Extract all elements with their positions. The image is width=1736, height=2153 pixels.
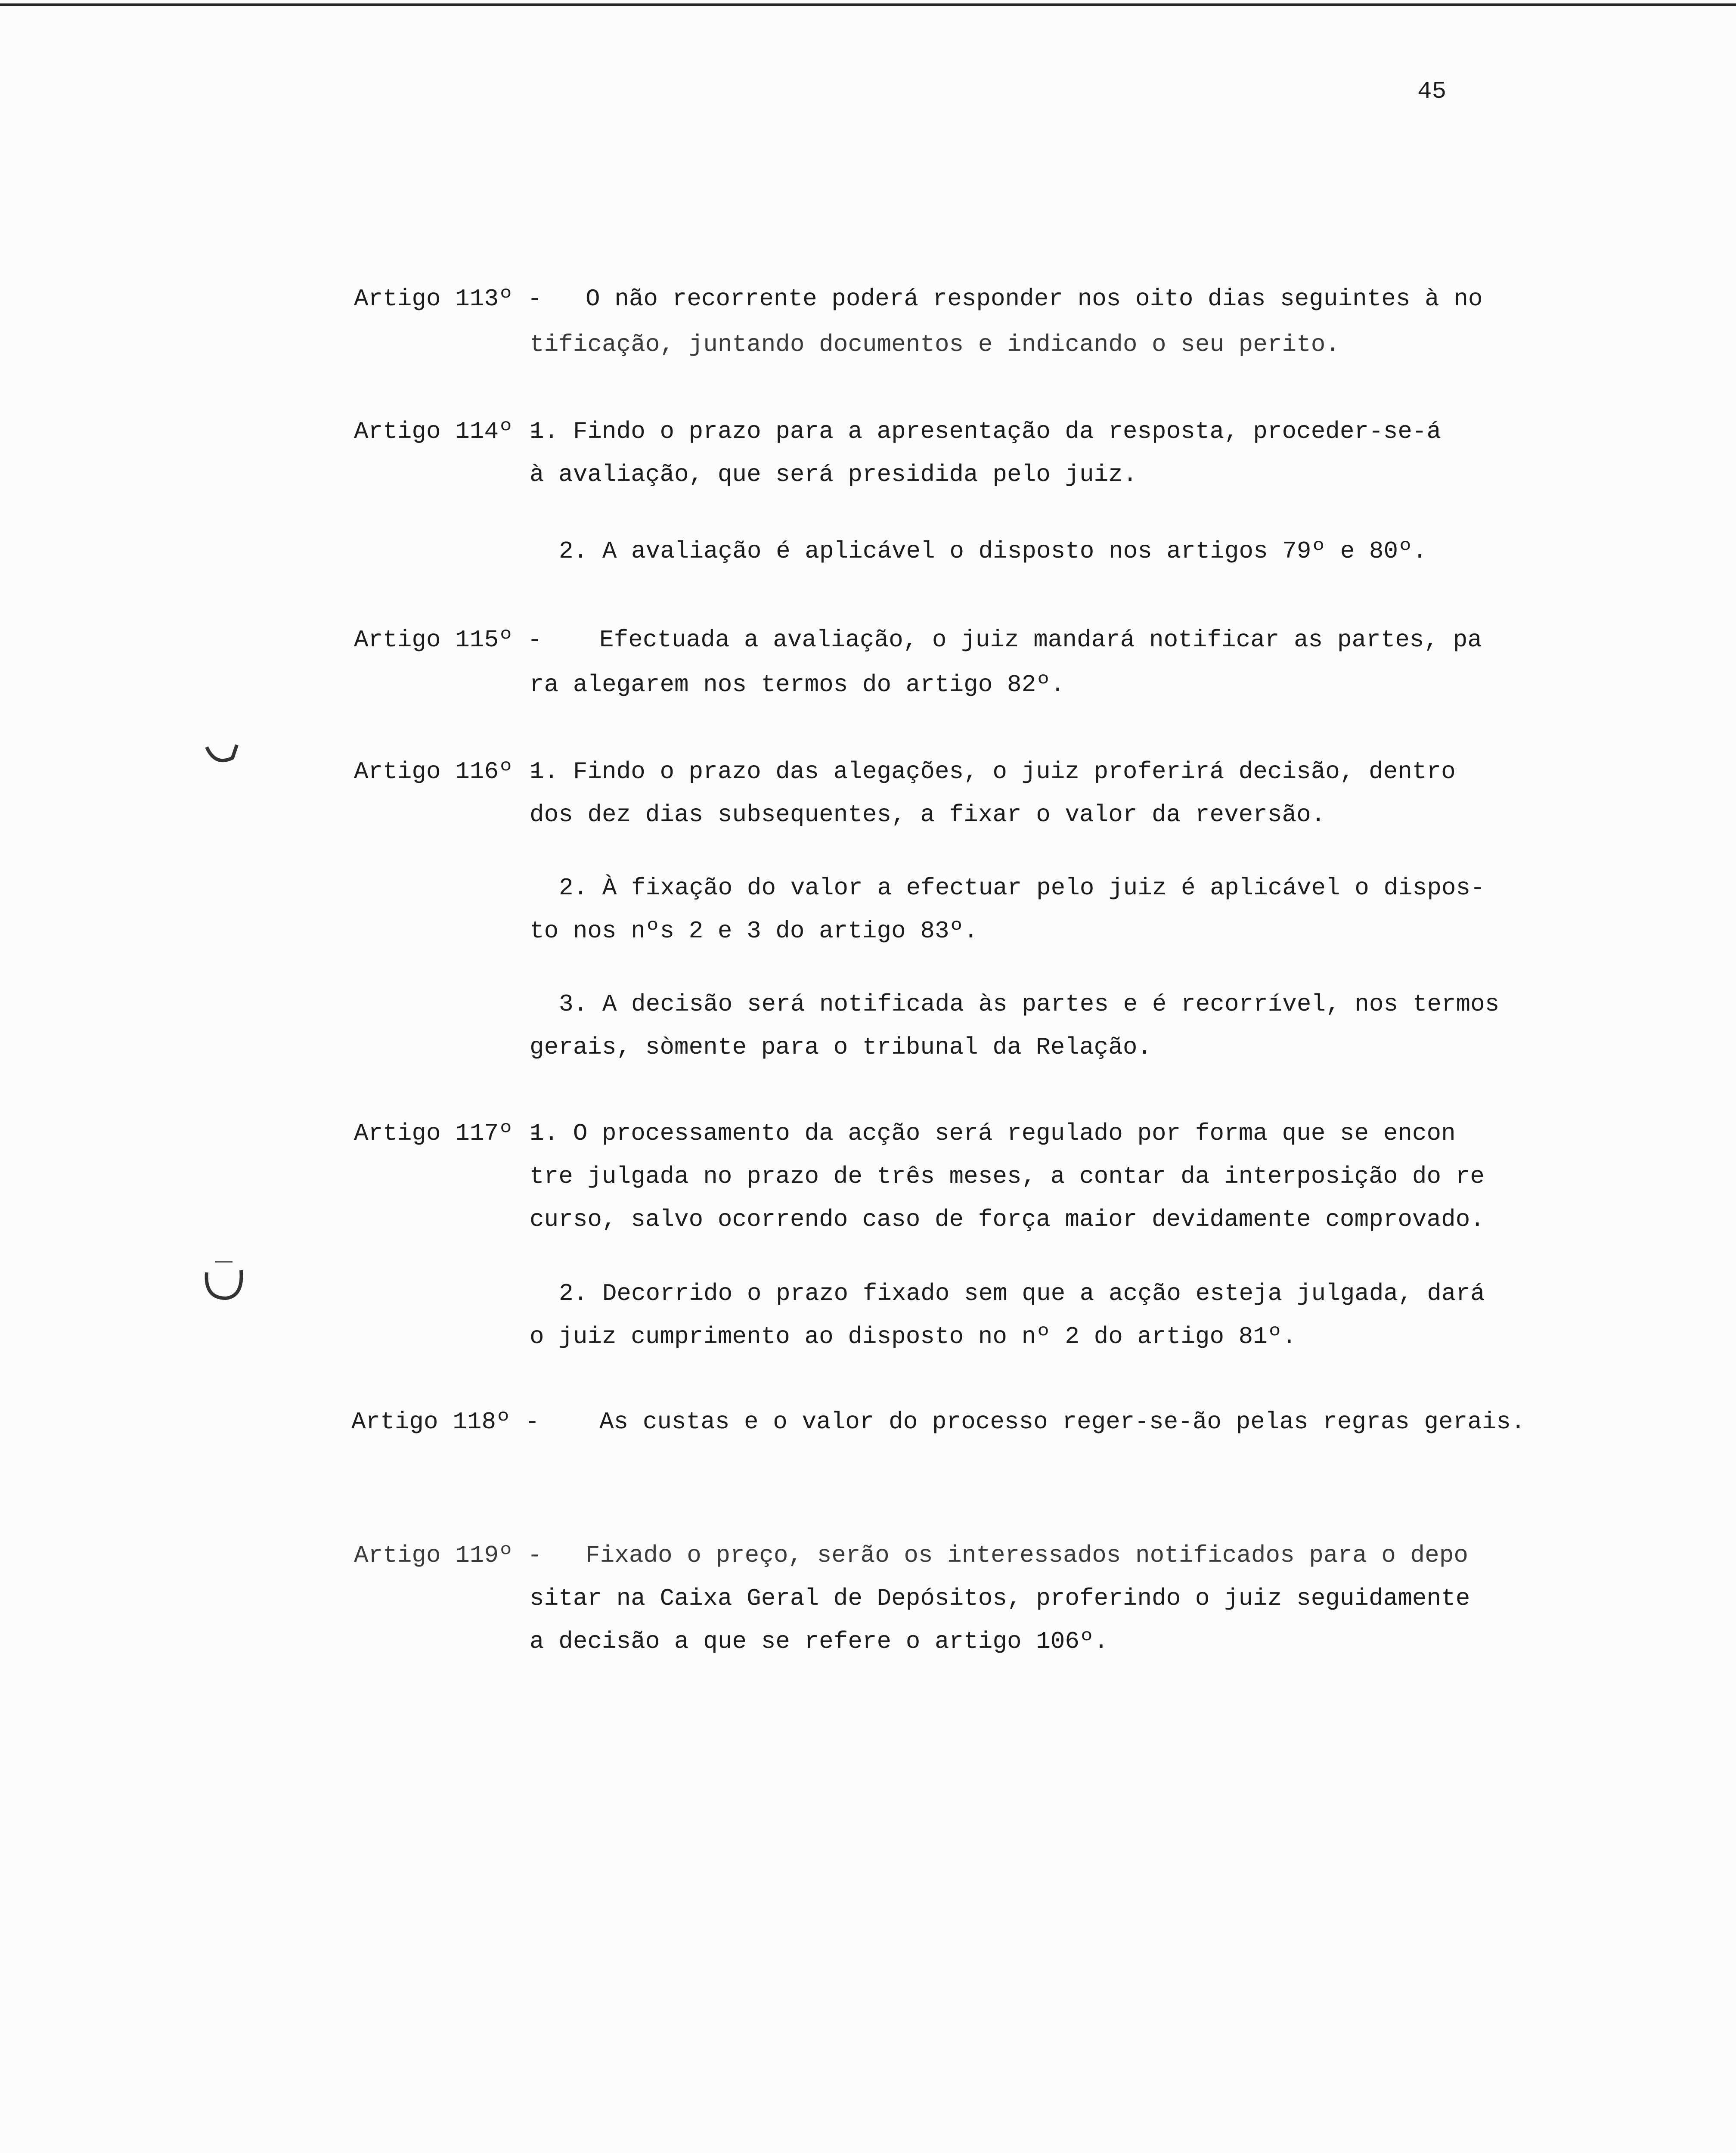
article-114-line-3: 2. A avaliação é aplicável o disposto nos artigos 79º e 80º. [559, 537, 1427, 565]
article-119-line-2: sitar na Caixa Geral de Depósitos, proferindo o juiz seguidamente [530, 1585, 1470, 1612]
article-116-line-3: 2. À fixação do valor a efectuar pelo juiz é aplicável o dispos- [559, 874, 1485, 902]
article-115-line-1: Efectuada a avaliação, o juiz mandará notificar as partes, pa [599, 626, 1482, 654]
article-116-line-5: 3. A decisão será notificada às partes e é recorrível, nos termos [559, 990, 1500, 1018]
article-117-line-4: 2. Decorrido o prazo fixado sem que a acção esteja julgada, dará [559, 1280, 1485, 1307]
article-115-line-2: ra alegarem nos termos do artigo 82º. [530, 671, 1065, 698]
article-116-line-6: gerais, sòmente para o tribunal da Relação. [530, 1033, 1152, 1061]
margin-circle-mark [198, 1257, 250, 1309]
article-113-line-2: tificação, juntando documentos e indicando o seu perito. [530, 331, 1340, 358]
article-117-line-2: tre julgada no prazo de três meses, a contar da interposição do re [530, 1163, 1485, 1190]
article-118-label: Artigo 118º - [351, 1408, 539, 1436]
article-119-line-3: a decisão a que se refere o artigo 106º. [530, 1628, 1109, 1655]
margin-check-mark [202, 741, 245, 775]
article-114-line-1: 1. Findo o prazo para a apresentação da resposta, proceder-se-á [530, 418, 1442, 445]
article-116-line-1: 1. Findo o prazo das alegações, o juiz proferirá decisão, dentro [530, 758, 1456, 785]
scan-top-edge [0, 3, 1736, 6]
page-number: 45 [1417, 78, 1447, 105]
article-114-label: Artigo 114º - [354, 418, 542, 445]
article-117-line-3: curso, salvo ocorrendo caso de força maior devidamente comprovado. [530, 1206, 1485, 1233]
article-116-label: Artigo 116º - [354, 758, 542, 785]
article-115-label: Artigo 115º - [354, 626, 542, 654]
article-117-line-5: o juiz cumprimento ao disposto no nº 2 do artigo 81º. [530, 1323, 1297, 1350]
article-113-label: Artigo 113º - [354, 285, 542, 313]
article-116-line-4: to nos nºs 2 e 3 do artigo 83º. [530, 917, 978, 945]
article-119-label: Artigo 119º - [354, 1542, 542, 1569]
article-118-line-1: As custas e o valor do processo reger-se-ão pelas regras gerais. [599, 1408, 1525, 1436]
article-116-line-2: dos dez dias subsequentes, a fixar o valor da reversão. [530, 801, 1326, 828]
article-119-line-1: Fixado o preço, serão os interessados notificados para o depo [586, 1542, 1468, 1569]
article-114-line-2: à avaliação, que será presidida pelo juiz. [530, 461, 1138, 488]
article-117-line-1: 1. O processamento da acção será regulado por forma que se encon [530, 1120, 1456, 1147]
article-117-label: Artigo 117º - [354, 1120, 542, 1147]
article-113-line-1: O não recorrente poderá responder nos oito dias seguintes à no [586, 285, 1483, 313]
